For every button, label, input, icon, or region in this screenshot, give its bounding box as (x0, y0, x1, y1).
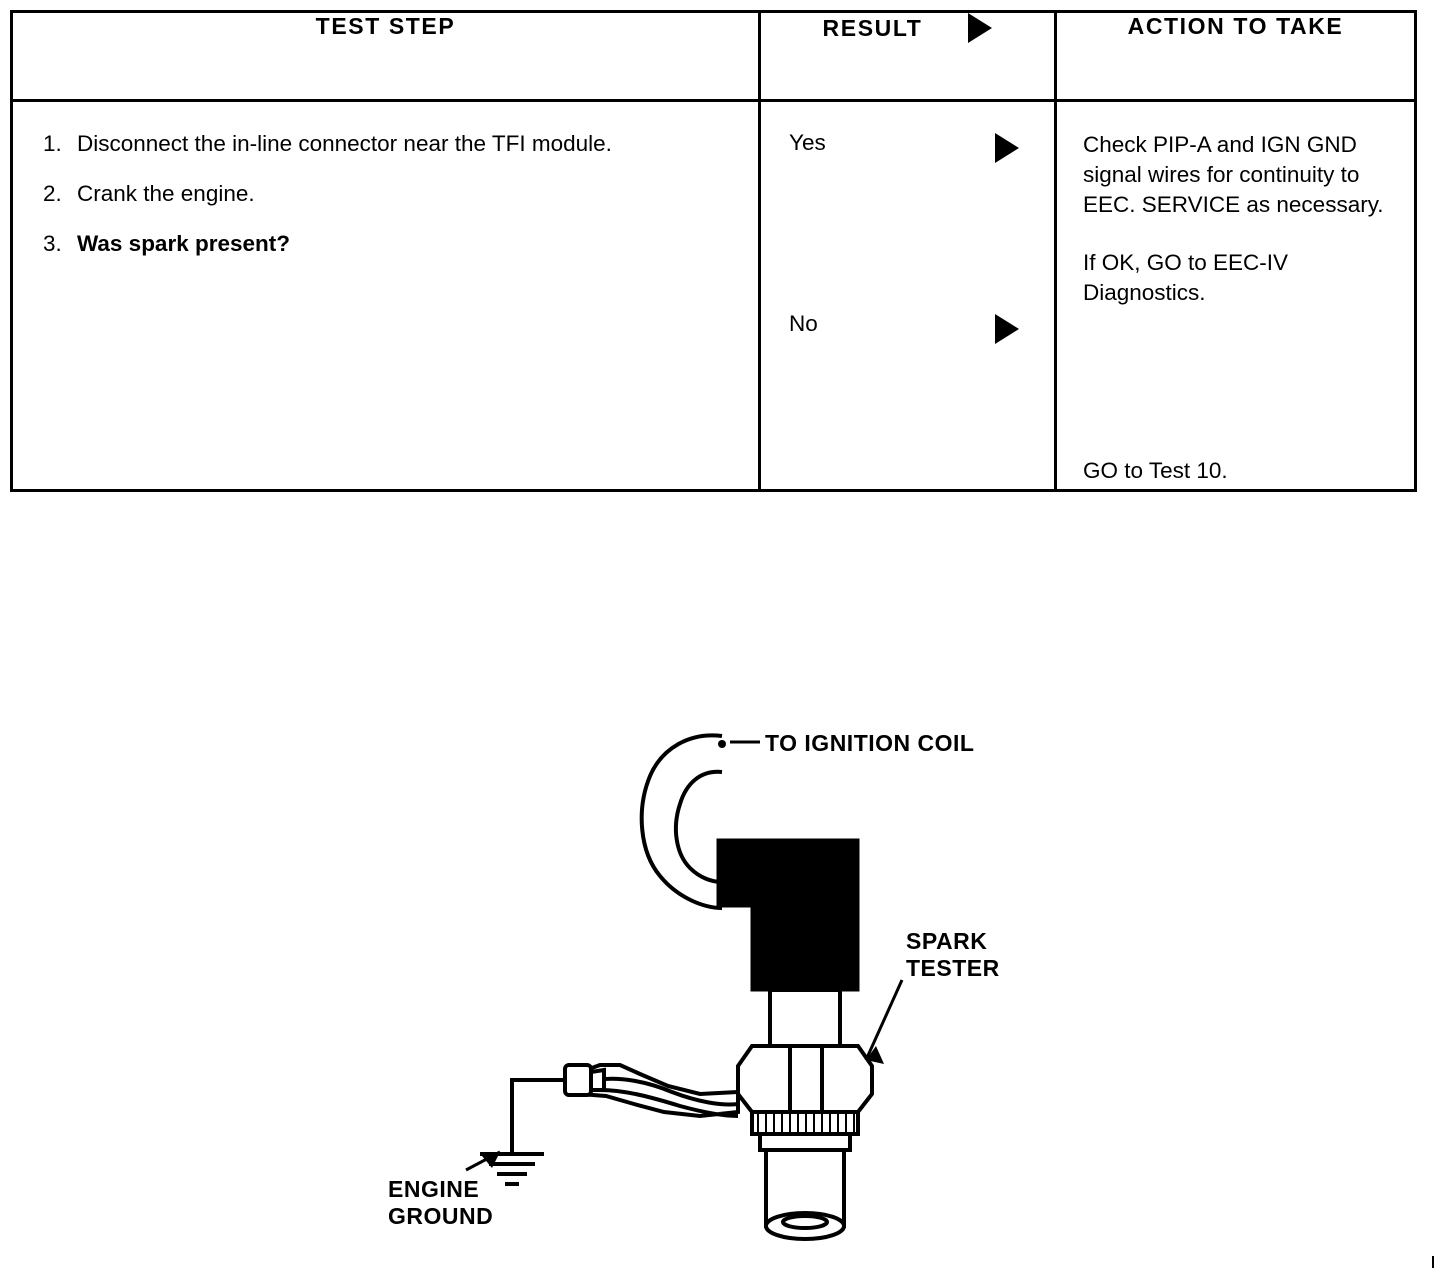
label-to-ignition-coil: TO IGNITION COIL (765, 730, 975, 756)
column-header-test-step (12, 12, 760, 101)
label-spark-tester (906, 928, 1000, 982)
cell-test-step (12, 101, 760, 491)
cell-action-to-take (1056, 101, 1416, 491)
test-step-number-3: 3. (43, 230, 62, 256)
cell-result (760, 101, 1056, 491)
lead-terminal-dot (718, 740, 726, 748)
test-step-item-2 (43, 178, 734, 210)
column-header-action-label: ACTION TO TAKE (1127, 13, 1344, 39)
spark-tester-diagram (0, 560, 1440, 1274)
triangle-pointer-icon (995, 314, 1019, 344)
page-corner-mark (1432, 1256, 1434, 1268)
triangle-pointer-icon (995, 133, 1019, 163)
ground-wire (512, 1080, 565, 1154)
result-item-no (761, 163, 1054, 344)
diagnostic-table (10, 10, 1417, 492)
test-step-text-3: Was spark present? (77, 230, 290, 256)
label-spark-tester-line2: TESTER (906, 955, 1000, 982)
spark-tester-boot (718, 840, 858, 990)
ignition-lead-inner (676, 772, 722, 882)
test-step-number-2: 2. (43, 180, 62, 206)
diagnostic-table-container (10, 10, 1414, 492)
label-engine-ground (388, 1176, 493, 1230)
tester-insulator (770, 990, 840, 1046)
test-step-text-1: Disconnect the in-line connector near the TFI module. (77, 131, 612, 156)
test-step-text-2: Crank the engine. (77, 180, 255, 206)
table-row (12, 101, 1416, 491)
label-spark-tester-line1: SPARK (906, 928, 988, 954)
spark-tester-illustration (0, 560, 1440, 1274)
test-step-item-3 (43, 228, 734, 260)
result-label-no: No (789, 311, 818, 336)
action-text-yes-primary: Check PIP-A and IGN GND signal wires for continuity to EEC. SERVICE as necessary. (1083, 132, 1384, 217)
column-header-result-label: RESULT (822, 14, 923, 41)
table-body (12, 101, 1416, 491)
table-header-row (12, 12, 1416, 101)
action-text-no-primary: GO to Test 10. (1083, 457, 1228, 483)
column-header-result (760, 12, 1056, 101)
tester-barrel (760, 1134, 850, 1239)
column-header-test-step-label: TEST STEP (315, 13, 456, 39)
result-item-yes (761, 102, 1054, 163)
test-step-number-1: 1. (43, 131, 62, 156)
label-engine-ground-line1: ENGINE (388, 1176, 480, 1202)
action-text-yes-secondary: If OK, GO to EEC-IV Diagnostics. (1083, 249, 1289, 305)
triangle-pointer-icon (968, 13, 992, 43)
table-header (12, 12, 1416, 101)
label-engine-ground-line2: GROUND (388, 1203, 494, 1230)
result-label-yes: Yes (789, 130, 826, 155)
tester-knurled-band (752, 1112, 858, 1134)
column-header-action-to-take (1056, 12, 1416, 101)
test-step-list (13, 102, 758, 260)
alligator-clip (565, 1065, 738, 1116)
tester-hex-body (738, 1046, 872, 1112)
test-step-item-1 (43, 128, 734, 160)
